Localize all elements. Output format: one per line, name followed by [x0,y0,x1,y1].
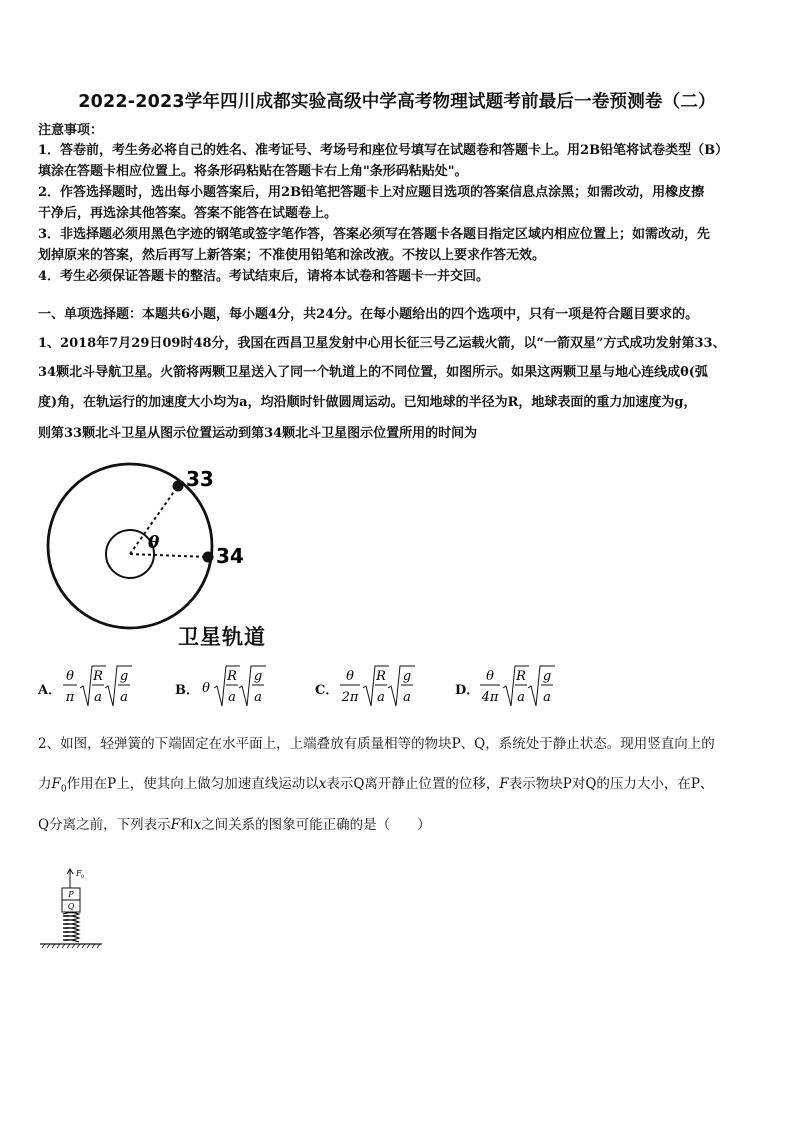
svg-text:4π: 4π [481,690,499,705]
f-symbol: F [499,776,509,792]
q2-line2-mid: 作用在P上，使其向上做匀加速直线运动以 [66,776,319,792]
question-2-line-1: 2、如图，轻弹簧的下端固定在水平面上，上端叠放有质量相等的物块P、Q，系统处于静止状态。现用竖直向上的 [38,736,715,752]
option-a-label: A． [38,683,62,698]
satellite-34-dot [203,552,214,563]
option-a-formula [60,662,140,710]
option-c-formula [337,662,423,710]
notice-item-2-line-1: 2．作答选择题时，选出每小题答案后，用2B铅笔把答题卡上对应题目选项的答案信息点涂黑；如需改动，用橡皮擦 [38,185,705,200]
radius-line-34 [130,554,208,557]
q2-line2-mid2: 表示Q离开静止位置的位移， [326,776,500,792]
block-q-label: Q [67,902,75,911]
svg-text:θ: θ [66,669,74,684]
block-p-label: P [68,890,74,899]
notice-item-4: 4．考生必须保证答题卡的整洁。考试结束后，请将本试卷和答题卡一并交回。 [38,269,490,284]
svg-text:a: a [254,690,262,705]
svg-text:θ: θ [202,681,210,696]
q2-line3-pre: Q分离之前，下列表示 [38,817,171,833]
satellite-33-label: 33 [186,467,214,491]
x-symbol-2: x [193,817,202,833]
force-f0-label: F [76,869,82,878]
option-b-label: B． [175,683,199,698]
svg-text:θ: θ [486,669,494,684]
force-f0-subscript: 0 [60,784,67,795]
notice-item-2-line-2: 干净后，再选涂其他答案。答案不能答在试题卷上。 [38,206,338,221]
notice-item-1-line-2: 填涂在答题卡相应位置上。将条形码粘贴在答题卡右上角"条形码粘贴处"。 [38,164,468,179]
svg-text:a: a [228,690,236,705]
q2-line2-pre: 力 [38,776,52,792]
question-2-line-3 [38,815,431,836]
svg-text:θ: θ [346,669,354,684]
angle-theta-label: θ [148,533,160,553]
svg-text:g: g [402,669,412,684]
svg-text:a: a [120,690,128,705]
orbit-caption: 卫星轨道 [178,625,266,649]
page-title: 2022-2023学年四川成都实验高级中学高考物理试题考前最后一卷预测卷（二） [78,92,716,112]
option-b-formula [196,662,276,710]
spring-blocks-figure [36,866,106,956]
svg-text:g: g [253,669,263,684]
notice-item-3-line-1: 3．非选择题必须用黑色字迹的钢笔或签字笔作答，答案必须写在答题卡各题目指定区域内相应位置上；如需改动，先 [38,227,711,242]
question-1-line-1: 1、2018年7月29日09时48分，我国在西昌卫星发射中心用长征三号乙运载火箭，以“一箭双星”方式成功发射第33、 [38,336,726,351]
svg-text:π: π [65,690,75,705]
q2-line3-post: 之间关系的图象可能正确的是（ ） [201,817,431,833]
svg-text:R: R [376,669,386,684]
satellite-33-dot [173,481,184,492]
svg-text:a: a [517,690,525,705]
svg-text:R: R [93,669,103,684]
notice-item-3-line-2: 划掉原来的答案，然后再写上新答案；不准使用铅笔和涂改液。不按以上要求作答无效。 [38,248,546,263]
q2-line3-and: 和 [179,817,194,833]
option-d-formula [477,662,563,710]
svg-text:a: a [543,690,551,705]
svg-text:2π: 2π [341,690,359,705]
svg-text:g: g [542,669,552,684]
svg-text:a: a [403,690,411,705]
svg-text:g: g [119,669,129,684]
force-f0-label-sub: 0 [81,874,85,880]
notice-heading: 注意事项： [38,123,104,138]
f-symbol-2: F [170,817,180,833]
svg-text:R: R [227,669,237,684]
force-f0-symbol: F [51,776,61,792]
question-1-line-4: 则第33颗北斗卫星从图示位置运动到第34颗北斗卫星图示位置所用的时间为 [38,426,478,441]
satellite-orbit-figure [40,462,244,622]
x-symbol: x [318,776,327,792]
satellite-34-label: 34 [216,544,244,568]
question-2-line-2 [38,774,714,801]
svg-text:a: a [94,690,102,705]
option-d-label: D． [455,683,480,698]
section-1-heading: 一、单项选择题：本题共6小题，每小题4分，共24分。在每小题给出的四个选项中，只有一项是符合题目要求的。 [38,307,699,322]
option-c-label: C． [315,683,339,698]
question-1-line-3: 度)角，在轨运行的加速度大小均为a，均沿顺时针做圆周运动。已知地球的半径为R，地球表面的重力加速度为g， [38,395,697,410]
svg-text:a: a [377,690,385,705]
notice-item-1-line-1: 1．答卷前，考生务必将自己的姓名、准考证号、考场号和座位号填写在试题卷和答题卡上。用2B铅笔将试卷类型（B） [38,143,729,158]
q2-line2-post: 表示物块P对Q的压力大小，在P、 [508,776,714,792]
question-1-line-2: 34颗北斗导航卫星。火箭将两颗卫星送入了同一个轨道上的不同位置，如图所示。如果这两颗卫星与地心连线成θ(弧 [38,365,708,380]
spring [63,913,79,943]
svg-text:R: R [516,669,526,684]
